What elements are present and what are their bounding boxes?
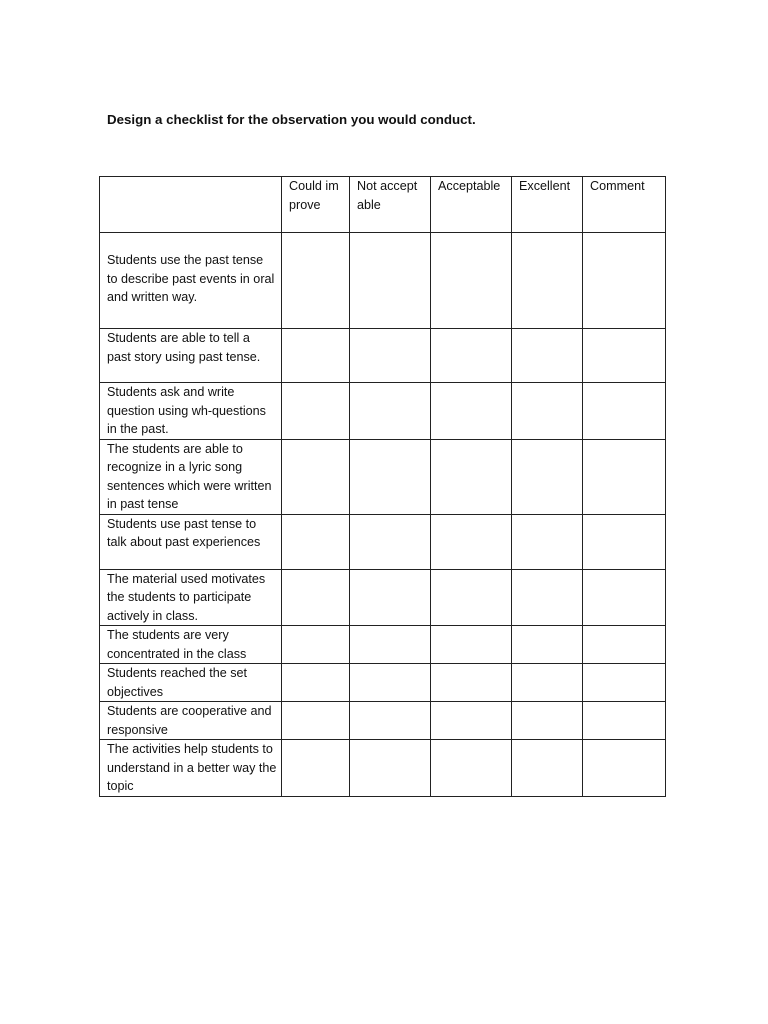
not-acceptable-cell[interactable] (350, 329, 431, 383)
excellent-cell[interactable] (512, 664, 583, 702)
comment-cell[interactable] (583, 569, 666, 626)
table-row (100, 626, 666, 664)
table-row (100, 439, 666, 514)
could-improve-cell[interactable] (282, 569, 350, 626)
criterion-cell: Students are able to tell a past story using past tense. (100, 329, 282, 383)
column-header-could-improve: Could improve (282, 177, 350, 233)
table-row (100, 569, 666, 626)
criterion-cell: The activities help students to understand in a better way the topic (100, 740, 282, 797)
comment-cell[interactable] (583, 740, 666, 797)
criterion-cell: The students are very concentrated in the class (100, 626, 282, 664)
acceptable-cell[interactable] (431, 702, 512, 740)
acceptable-cell[interactable] (431, 740, 512, 797)
comment-cell[interactable] (583, 702, 666, 740)
column-header-acceptable: Acceptable (431, 177, 512, 233)
comment-cell[interactable] (583, 329, 666, 383)
table-row (100, 702, 666, 740)
excellent-cell[interactable] (512, 702, 583, 740)
acceptable-cell[interactable] (431, 664, 512, 702)
excellent-cell[interactable] (512, 514, 583, 569)
acceptable-cell[interactable] (431, 569, 512, 626)
not-acceptable-cell[interactable] (350, 664, 431, 702)
acceptable-cell[interactable] (431, 233, 512, 329)
comment-cell[interactable] (583, 439, 666, 514)
column-header-not-acceptable: Not acceptable (350, 177, 431, 233)
could-improve-cell[interactable] (282, 233, 350, 329)
acceptable-cell[interactable] (431, 626, 512, 664)
could-improve-cell[interactable] (282, 664, 350, 702)
column-header-excellent: Excellent (512, 177, 583, 233)
acceptable-cell[interactable] (431, 329, 512, 383)
not-acceptable-cell[interactable] (350, 383, 431, 440)
not-acceptable-cell[interactable] (350, 514, 431, 569)
table-row (100, 514, 666, 569)
comment-cell[interactable] (583, 514, 666, 569)
not-acceptable-cell[interactable] (350, 439, 431, 514)
table-row (100, 329, 666, 383)
table-row (100, 664, 666, 702)
excellent-cell[interactable] (512, 439, 583, 514)
corner-header-cell (100, 177, 282, 233)
table-row (100, 740, 666, 797)
criterion-cell: Students are cooperative and responsive (100, 702, 282, 740)
not-acceptable-cell[interactable] (350, 569, 431, 626)
could-improve-cell[interactable] (282, 514, 350, 569)
excellent-cell[interactable] (512, 740, 583, 797)
could-improve-cell[interactable] (282, 383, 350, 440)
table-row (100, 383, 666, 440)
criterion-cell: Students use the past tense to describe past events in oral and written way. (100, 233, 282, 329)
could-improve-cell[interactable] (282, 626, 350, 664)
criterion-cell: The students are able to recognize in a lyric song sentences which were written in past tense (100, 439, 282, 514)
criterion-cell: Students reached the set objectives (100, 664, 282, 702)
criterion-cell: Students ask and write question using wh-questions in the past. (100, 383, 282, 440)
acceptable-cell[interactable] (431, 439, 512, 514)
criterion-cell: The material used motivates the students to participate actively in class. (100, 569, 282, 626)
could-improve-cell[interactable] (282, 740, 350, 797)
comment-cell[interactable] (583, 383, 666, 440)
not-acceptable-cell[interactable] (350, 740, 431, 797)
acceptable-cell[interactable] (431, 383, 512, 440)
could-improve-cell[interactable] (282, 329, 350, 383)
excellent-cell[interactable] (512, 329, 583, 383)
not-acceptable-cell[interactable] (350, 626, 431, 664)
could-improve-cell[interactable] (282, 702, 350, 740)
header-row (100, 177, 666, 233)
observation-checklist-table (99, 176, 666, 797)
comment-cell[interactable] (583, 626, 666, 664)
comment-cell[interactable] (583, 664, 666, 702)
excellent-cell[interactable] (512, 233, 583, 329)
table-row (100, 233, 666, 329)
page-title: Design a checklist for the observation you would conduct. (107, 112, 476, 127)
criterion-cell: Students use past tense to talk about past experiences (100, 514, 282, 569)
could-improve-cell[interactable] (282, 439, 350, 514)
excellent-cell[interactable] (512, 626, 583, 664)
excellent-cell[interactable] (512, 383, 583, 440)
not-acceptable-cell[interactable] (350, 702, 431, 740)
not-acceptable-cell[interactable] (350, 233, 431, 329)
excellent-cell[interactable] (512, 569, 583, 626)
comment-cell[interactable] (583, 233, 666, 329)
acceptable-cell[interactable] (431, 514, 512, 569)
column-header-comment: Comment (583, 177, 666, 233)
